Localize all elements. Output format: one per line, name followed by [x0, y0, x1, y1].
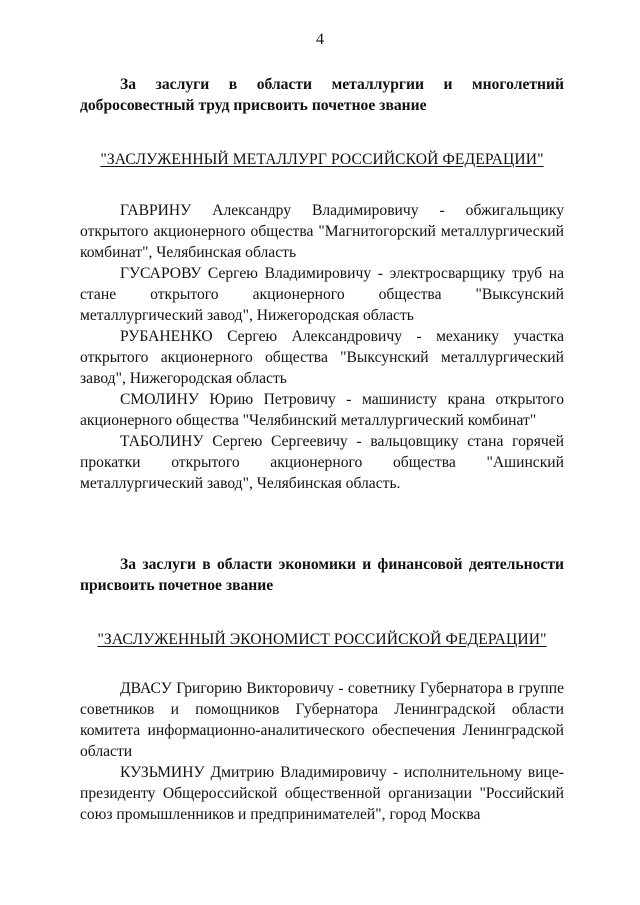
document-body	[80, 74, 564, 825]
section-economics-preamble: За заслуги в области экономики и финансовой деятельности присвоить почетное звание	[80, 556, 564, 594]
award-entry: ГУСАРОВУ Сергею Владимировичу - электросварщику труб на стане открытого акционерного общества "Выксунский металлургический завод", Нижегородская область	[80, 265, 564, 324]
award-entry: ГАВРИНУ Александру Владимировичу - обжигальщику открытого акционерного общества "Магнитогорский металлургический комбинат", Челябинская область	[80, 202, 564, 261]
page-number: 4	[316, 31, 324, 48]
section-metallurgy-preamble: За заслуги в области металлургии и многолетний добросовестный труд присвоить почетное звание	[80, 76, 564, 114]
award-entry: РУБАНЕНКО Сергею Александровичу - механику участка открытого акционерного общества "Выксунский металлургический завод", Нижегородская область	[80, 328, 564, 387]
award-entry: ДВАСУ Григорию Викторовичу - советнику Губернатора в группе советников и помощников Губернатора Ленинградской области комитета информационно-аналитического обеспечения Ленинградской области	[80, 680, 564, 760]
award-entry: СМОЛИНУ Юрию Петровичу - машинисту крана открытого акционерного общества "Челябинский металлургический комбинат"	[80, 391, 564, 429]
section-economics-title: "ЗАСЛУЖЕННЫЙ ЭКОНОМИСТ РОССИЙСКОЙ ФЕДЕРАЦИИ"	[97, 631, 547, 648]
award-entry: КУЗЬМИНУ Дмитрию Владимировичу - исполнительному вице-президенту Общероссийской общественной организации "Российский союз промышленников и предпринимателей", город Москва	[80, 764, 564, 823]
award-entry: ТАБОЛИНУ Сергею Сергеевичу - вальцовщику стана горячей прокатки открытого акционерного общества "Ашинский металлургический завод", Челябинская область.	[80, 433, 564, 492]
section-metallurgy-title: "ЗАСЛУЖЕННЫЙ МЕТАЛЛУРГ РОССИЙСКОЙ ФЕДЕРАЦИИ"	[100, 151, 544, 168]
